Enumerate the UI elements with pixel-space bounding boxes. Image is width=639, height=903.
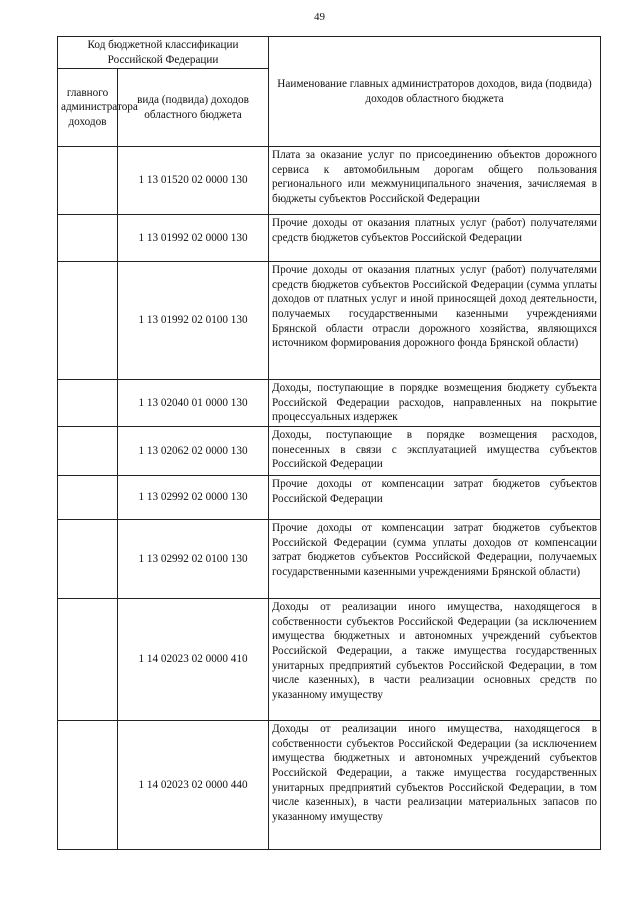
table-row — [58, 721, 601, 850]
revenue-code-cell: 1 13 02992 02 0000 130 — [118, 476, 269, 520]
revenue-code-cell: 1 13 02062 02 0000 130 — [118, 427, 269, 476]
admin-code-cell — [58, 476, 118, 520]
revenue-name-cell: Доходы, поступающие в порядке возмещения бюджету субъекта Российской Федерации расходов, направленных на покрытие процессуальных издержек — [269, 380, 601, 427]
revenue-code-cell: 1 13 01992 02 0100 130 — [118, 262, 269, 380]
revenue-name-cell: Плата за оказание услуг по присоединению объектов дорожного сервиса к автомобильным дорогам общего пользования регионального или межмуниципального значения, зачисляемая в бюджеты субъектов Российской Федерации — [269, 147, 601, 215]
revenue-code-cell: 1 14 02023 02 0000 440 — [118, 721, 269, 850]
revenue-code-cell: 1 13 01520 02 0000 130 — [118, 147, 269, 215]
header-code-group: Код бюджетной классификации Российской Федерации — [58, 37, 269, 69]
revenue-code-cell: 1 13 02992 02 0100 130 — [118, 520, 269, 599]
header-type-column: вида (подвида) доходов областного бюджета — [118, 69, 269, 147]
revenue-name-cell: Прочие доходы от оказания платных услуг (работ) получателями средств бюджетов субъектов Российской Федерации (сумма уплаты доходов от платных услуг и иной приносящей доход деятельности, получаемых государственными казенными учреждениями Брянской области отрасли дорожного хозяйства, являющихся источником формирования дорожного фонда Брянской области) — [269, 262, 601, 380]
admin-code-cell — [58, 215, 118, 262]
revenue-name-cell: Прочие доходы от оказания платных услуг (работ) получателями средств бюджетов субъектов Российской Федерации — [269, 215, 601, 262]
revenue-code-cell: 1 14 02023 02 0000 410 — [118, 599, 269, 721]
admin-code-cell — [58, 520, 118, 599]
revenue-code-cell: 1 13 01992 02 0000 130 — [118, 215, 269, 262]
revenue-name-cell: Прочие доходы от компенсации затрат бюджетов субъектов Российской Федерации — [269, 476, 601, 520]
table-row — [58, 262, 601, 380]
revenue-name-cell: Доходы от реализации иного имущества, находящегося в собственности субъектов Российской Федерации (за исключением имущества бюджетных и автономных учреждений субъектов Российской Федерации, а также имущества государственных унитарных предприятий субъектов Российской Федерации, в том числе казенных), в части реализации основных средств по указанному имуществу — [269, 599, 601, 721]
revenue-code-cell: 1 13 02040 01 0000 130 — [118, 380, 269, 427]
admin-code-cell — [58, 262, 118, 380]
admin-code-cell — [58, 599, 118, 721]
admin-code-cell — [58, 380, 118, 427]
header-admin-column: главного администратора доходов — [58, 69, 118, 147]
admin-code-cell — [58, 427, 118, 476]
budget-classification-table — [57, 36, 601, 850]
table-row — [58, 427, 601, 476]
revenue-name-cell: Доходы, поступающие в порядке возмещения расходов, понесенных в связи с эксплуатацией имущества субъектов Российской Федерации — [269, 427, 601, 476]
table-row — [58, 476, 601, 520]
header-name-column: Наименование главных администраторов доходов, вида (подвида) доходов областного бюджета — [269, 37, 601, 147]
table-row — [58, 147, 601, 215]
admin-code-cell — [58, 721, 118, 850]
revenue-name-cell: Доходы от реализации иного имущества, находящегося в собственности субъектов Российской Федерации (за исключением имущества бюджетных и автономных учреждений субъектов Российской Федерации, а также имущества государственных унитарных предприятий субъектов Российской Федерации, в том числе казенных), в части реализации материальных запасов по указанному имуществу — [269, 721, 601, 850]
page-number: 49 — [314, 11, 325, 23]
table-row — [58, 599, 601, 721]
admin-code-cell — [58, 147, 118, 215]
revenue-name-cell: Прочие доходы от компенсации затрат бюджетов субъектов Российской Федерации (сумма уплаты доходов от компенсации затрат бюджетов субъектов Российской Федерации, получаемых государственными казенными учреждениями Брянской области) — [269, 520, 601, 599]
table-row — [58, 380, 601, 427]
table-row — [58, 215, 601, 262]
table-row — [58, 520, 601, 599]
